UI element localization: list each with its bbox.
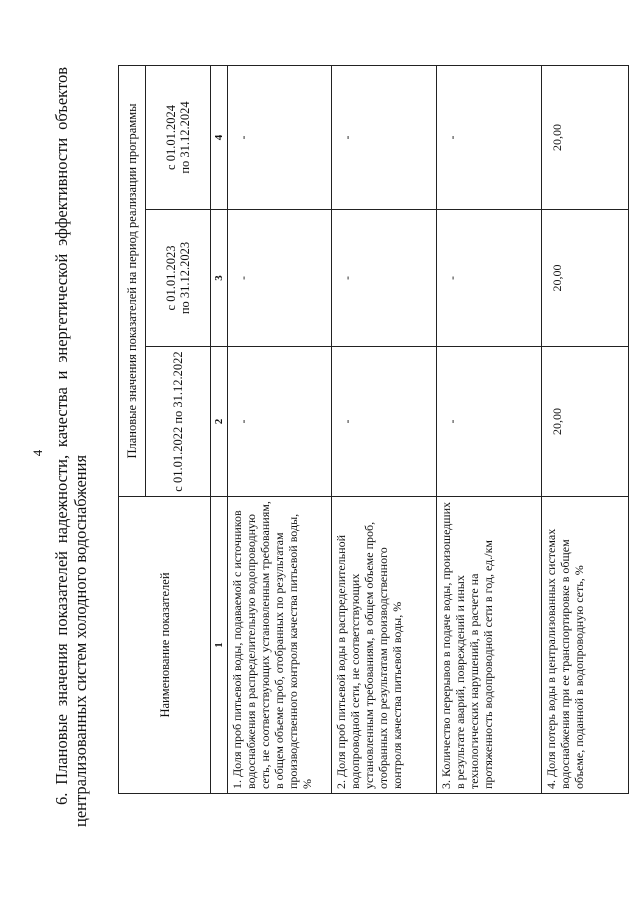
- indicator-value: -: [228, 65, 332, 209]
- planned-values-header: Плановые значения показателей на период реализации программы: [119, 65, 146, 496]
- indicator-value: -: [228, 210, 332, 347]
- table-row: [542, 65, 629, 793]
- indicator-value: -: [437, 347, 542, 497]
- section-heading: [52, 67, 90, 827]
- indicator-value: -: [332, 210, 437, 347]
- indicator-value: -: [437, 65, 542, 209]
- heading-line-2: централизованных систем холодного водоснабжения: [71, 454, 90, 827]
- name-column-header: Наименование показателей: [119, 497, 211, 794]
- index-cell: 4: [211, 65, 228, 209]
- indicators-table: [118, 65, 629, 794]
- table-row: [437, 65, 542, 793]
- indicator-name: 1. Доля проб питьевой воды, подаваемой с источников водоснабжения в распределительную водопроводную сеть, не соответствующих установленным требованиям, в общем объеме проб, отобранных по результатам производственного контроля качества питьевой воды, %: [228, 497, 332, 794]
- header-row-1: [119, 65, 146, 793]
- indicator-name: 2. Доля проб питьевой воды в распределительной водопроводной сети, не соответствующих установленным требованиям, в общем объеме проб, отобранных по результатам производственного контроля качества питьевой воды, %: [332, 497, 437, 794]
- index-cell: 1: [211, 497, 228, 794]
- period-header-2023: с 01.01.2023 по 31.12.2023: [146, 210, 211, 347]
- table-row: [332, 65, 437, 793]
- period-header-2024: с 01.01.2024 по 31.12.2024: [146, 65, 211, 209]
- indicator-value: -: [332, 65, 437, 209]
- index-cell: 2: [211, 347, 228, 497]
- period-header-2022: с 01.01.2022 по 31.12.2022: [146, 347, 211, 497]
- table-row: [228, 65, 332, 793]
- indicator-value: 20,00: [542, 210, 629, 347]
- indicator-name: 3. Количество перерывов в подаче воды, произошедших в результате аварий, повреждений и иных технологических нарушений, в расчете на протяженность водопроводной сети в год, ед./км: [437, 497, 542, 794]
- indicator-value: 20,00: [542, 65, 629, 209]
- heading-line-1: 6. Плановые значения показателей надежности, качества и энергетической эффективности объектов: [52, 67, 71, 805]
- indicator-value: -: [228, 347, 332, 497]
- index-cell: 3: [211, 210, 228, 347]
- indicator-value: -: [332, 347, 437, 497]
- indicator-name: 4. Доля потерь воды в централизованных системах водоснабжения при ее транспортировке в общем объеме, поданной в водопроводную сеть, %: [542, 497, 629, 794]
- indicator-value: -: [437, 210, 542, 347]
- page-number: 4: [30, 449, 45, 457]
- indicator-value: 20,00: [542, 347, 629, 497]
- index-row: [211, 65, 228, 793]
